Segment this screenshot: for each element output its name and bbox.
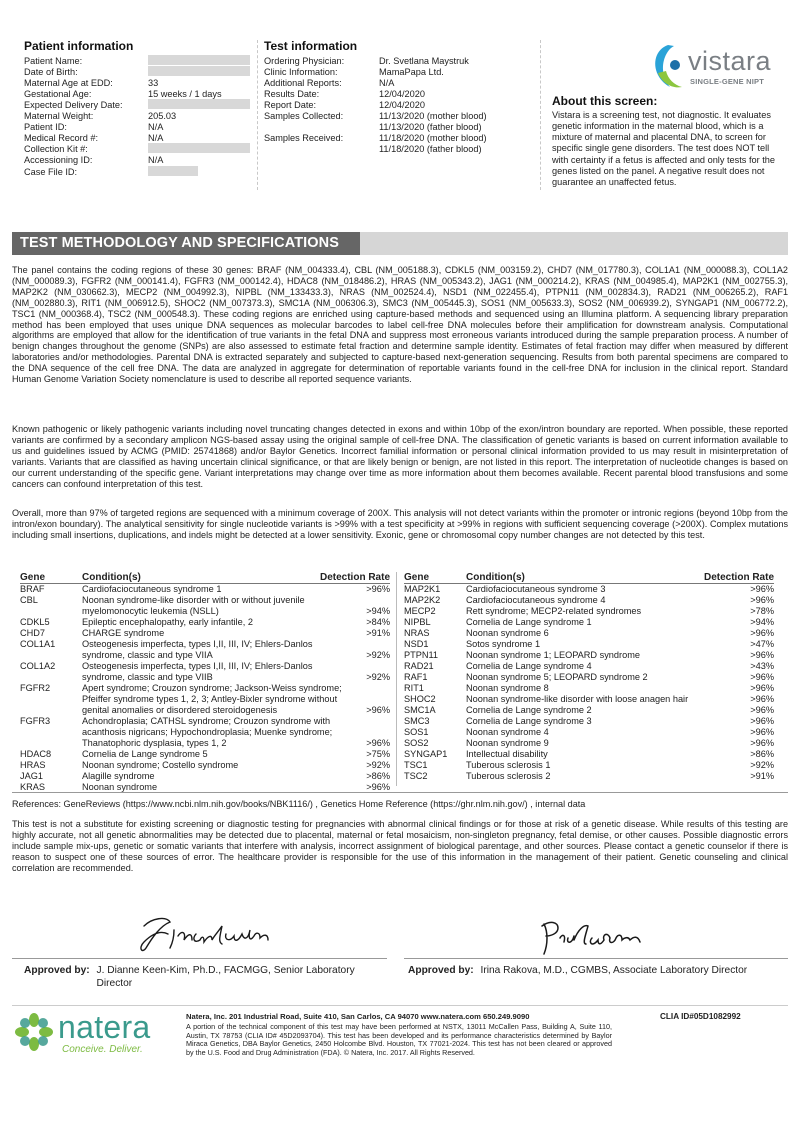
gene-condition: Cornelia de Lange syndrome 2	[466, 705, 592, 715]
gene-detection-rate: >92%	[750, 760, 774, 770]
patient-info-section	[24, 39, 254, 178]
gene-row	[404, 683, 774, 694]
test-label: Ordering Physician:	[264, 55, 345, 66]
natera-logo	[14, 1010, 176, 1058]
patient-value-redacted	[148, 166, 198, 179]
gene-detection-rate: >94%	[750, 617, 774, 627]
gene-detection-rate: >96%	[366, 705, 390, 715]
gene-name: RIT1	[404, 683, 424, 693]
gene-name: PTPN11	[404, 650, 439, 660]
patient-label: Case File ID:	[24, 166, 78, 177]
gene-condition: Noonan syndrome 5; LEOPARD syndrome 2	[466, 672, 648, 682]
header-gene: Gene	[404, 572, 430, 583]
gene-row	[404, 628, 774, 639]
gene-detection-rate: >86%	[750, 749, 774, 759]
gene-name: SOS1	[404, 727, 429, 737]
gene-row	[404, 595, 774, 606]
test-value: Dr. Svetlana Maystruk	[379, 55, 469, 66]
gene-row	[20, 749, 390, 760]
gene-row	[20, 617, 390, 628]
gene-condition: Cornelia de Lange syndrome 5	[82, 749, 208, 759]
gene-row	[404, 749, 774, 760]
gene-row	[404, 760, 774, 771]
signature-rakova	[536, 912, 646, 960]
test-row	[264, 133, 534, 144]
signature-rule-right	[404, 958, 788, 959]
patient-value: N/A	[148, 122, 164, 133]
gene-detection-rate: >94%	[366, 606, 390, 616]
gene-detection-rate: >96%	[750, 738, 774, 748]
gene-condition: Noonan syndrome 6	[466, 628, 549, 638]
gene-detection-rate: >96%	[366, 584, 390, 594]
gene-name: TSC1	[404, 760, 428, 770]
gene-row	[404, 694, 774, 705]
gene-detection-rate: >84%	[366, 617, 390, 627]
gene-condition: Rett syndrome; MECP2-related syndromes	[466, 606, 642, 616]
test-value: 11/13/2020 (mother blood)	[379, 111, 487, 122]
methodology-paragraph-2: Known pathogenic or likely pathogenic variants including novel truncating changes detected in exons and within 10bp of the exon/intron boundary are reported. When possible, these reported variants are confirmed by a secondary amplicon NGS-based assay using the original sample of cell-free DNA. The classification of genetic variants is based on current information available to us and guidelines issued by ACMG (PMID: 25741868) and/or Baylor Genetics. Incorrect familial information or personal clinical information provided to us may result in misinterpretation of variants. Variants that are classified as having uncertain clinical significance, or that are likely benign or benign, are not listed in this report. The interpretation of nucleotide changes is based on our current understanding of the specific gene. Variant interpretations may change over time as more information about them becomes available. Recent parental blood transfusions and some cancers can confound interpretation of this test.	[12, 424, 788, 489]
gene-row	[20, 661, 390, 683]
test-row	[264, 144, 534, 155]
patient-row	[24, 100, 254, 111]
gene-detection-rate: >78%	[750, 606, 774, 616]
header-condition: Condition(s)	[466, 572, 525, 583]
patient-info-rows	[24, 56, 254, 178]
test-row	[264, 78, 534, 89]
test-label: Clinic Information:	[264, 66, 338, 77]
approval-right	[408, 965, 788, 978]
gene-row	[404, 639, 774, 650]
gene-row	[404, 606, 774, 617]
gene-condition: Cardiofaciocutaneous syndrome 3	[466, 584, 606, 594]
gene-name: NRAS	[404, 628, 430, 638]
test-value: MamaPapa Ltd.	[379, 66, 444, 77]
gene-name: CDKL5	[20, 617, 50, 627]
test-value: 12/04/2020	[379, 99, 425, 110]
patient-label: Date of Birth:	[24, 66, 78, 77]
test-row	[264, 67, 534, 78]
test-value: 11/18/2020 (father blood)	[379, 144, 482, 155]
signature-keen-kim-icon	[130, 908, 280, 960]
footer-rule	[12, 1005, 788, 1006]
gene-detection-rate: >96%	[750, 595, 774, 605]
footer-text	[186, 1012, 612, 1058]
approval-label: Approved by:	[24, 965, 90, 976]
patient-label: Medical Record #:	[24, 133, 99, 144]
gene-condition: Noonan syndrome; Costello syndrome	[82, 760, 239, 770]
gene-row	[404, 584, 774, 595]
header-divider-1	[257, 40, 258, 190]
gene-detection-rate: >96%	[750, 672, 774, 682]
test-value: N/A	[379, 77, 395, 88]
gene-detection-rate: >96%	[750, 584, 774, 594]
gene-condition: Osteogenesis imperfecta, types I,II, III, IV; Ehlers-Danlos syndrome, classic and type VIIB	[82, 661, 313, 682]
gene-row	[20, 639, 390, 661]
test-value: 12/04/2020	[379, 88, 425, 99]
gene-detection-rate: >92%	[366, 760, 390, 770]
gene-name: MAP2K1	[404, 584, 441, 594]
references: References: GeneReviews (https://www.ncbi.nlm.nih.gov/books/NBK1116/) , Genetics Home Reference (https://ghr.nlm.nih.gov/) , internal data	[12, 799, 586, 809]
gene-name: SOS2	[404, 738, 429, 748]
test-info-title: Test information	[264, 39, 358, 53]
about-text: Vistara is a screening test, not diagnostic. It evaluates genetic information in the maternal blood, which is a mixture of maternal and placental DNA, to screen for specific single gene disorders. The test does NOT tell with certainty if a fetus is affected and only tests for the genes listed on the panel. A negative result does not guarantee an unaffected fetus.	[552, 109, 775, 187]
about-screen	[552, 94, 788, 188]
patient-value: N/A	[148, 133, 164, 144]
gene-name: CBL	[20, 595, 38, 605]
patient-value-redacted	[148, 66, 250, 79]
test-label: Results Date:	[264, 88, 320, 99]
gene-name: MAP2K2	[404, 595, 441, 605]
approval-text: J. Dianne Keen-Kim, Ph.D., FACMGG, Senior Laboratory Director	[96, 965, 355, 989]
gene-condition: Alagille syndrome	[82, 771, 155, 781]
gene-condition: Noonan syndrome 9	[466, 738, 549, 748]
gene-condition: Tuberous sclerosis 1	[466, 760, 551, 770]
test-value: 11/13/2020 (father blood)	[379, 122, 482, 133]
footer-fine-print: A portion of the technical component of this test may have been performed at NSTX, 13011 McCallen Pass, Building A, Suite 110, Austin, TX 78753 (CLIA ID# 45D2093704). This test has been developed and its performance characteristics determined by Baylor Miraca Genetics, DBA Baylor Genetics, 2450 Holcombe Blvd. Houston, TX 77021-2024. This test has not been cleared or approved by the U.S. Food and Drug Administration (FDA). © Natera, Inc. 2017. All Rights Reserved.	[186, 1022, 612, 1058]
approval-label: Approved by:	[408, 965, 474, 976]
gene-detection-rate: >96%	[750, 628, 774, 638]
patient-row	[24, 111, 254, 122]
gene-row	[20, 760, 390, 771]
gene-name: SYNGAP1	[404, 749, 448, 759]
gene-detection-rate: >43%	[750, 661, 774, 671]
gene-condition: Cornelia de Lange syndrome 3	[466, 716, 592, 726]
patient-label: Patient ID:	[24, 122, 67, 133]
gene-row	[404, 771, 774, 782]
gene-row	[20, 628, 390, 639]
test-row	[264, 89, 534, 100]
test-label: Samples Collected:	[264, 111, 344, 122]
gene-detection-rate: >96%	[750, 683, 774, 693]
header-divider-2	[540, 40, 541, 190]
gene-condition: Osteogenesis imperfecta, types I,II, III, IV; Ehlers-Danlos syndrome, classic and type VIIA	[82, 639, 313, 660]
patient-info-title: Patient information	[24, 39, 134, 53]
clia-id: CLIA ID#05D1082992	[660, 1012, 741, 1021]
gene-row	[404, 672, 774, 683]
gene-row	[404, 661, 774, 672]
gene-detection-rate: >96%	[750, 727, 774, 737]
gene-detection-rate: >96%	[750, 705, 774, 715]
gene-name: TSC2	[404, 771, 428, 781]
gene-detection-rate: >86%	[366, 771, 390, 781]
gene-row	[404, 617, 774, 628]
gene-row	[404, 738, 774, 749]
vistara-tagline: SINGLE-GENE NIPT	[690, 77, 765, 86]
gene-condition: Cornelia de Lange syndrome 4	[466, 661, 592, 671]
gene-name: JAG1	[20, 771, 43, 781]
gene-row	[20, 584, 390, 595]
gene-condition: Cornelia de Lange syndrome 1	[466, 617, 592, 627]
vistara-wordmark: vistara	[688, 46, 772, 76]
gene-rows-left	[20, 584, 390, 793]
test-label: Samples Received:	[264, 133, 344, 144]
patient-row	[24, 122, 254, 133]
methodology-title: TEST METHODOLOGY AND SPECIFICATIONS	[12, 232, 360, 255]
gene-table-right	[404, 572, 774, 782]
natera-tagline: Conceive. Deliver.	[62, 1044, 143, 1055]
gene-condition: Noonan syndrome	[82, 782, 158, 792]
patient-value: 33	[148, 77, 159, 88]
gene-detection-rate: >96%	[750, 650, 774, 660]
test-row	[264, 122, 534, 133]
patient-label: Maternal Weight:	[24, 111, 94, 122]
gene-condition: Noonan syndrome 1; LEOPARD syndrome	[466, 650, 640, 660]
gene-table-header-right	[404, 572, 774, 584]
footer-address: Natera, Inc. 201 Industrial Road, Suite 410, San Carlos, CA 94070 www.natera.com 650.249.9090	[186, 1012, 530, 1021]
methodology-paragraph-1: The panel contains the coding regions of these 30 genes: BRAF (NM_004333.4), CBL (NM_005188.3), CDKL5 (NM_003159.2), CHD7 (NM_017780.3), COL1A1 (NM_000088.3), COL1A2 (NM_000089.3), FGFR2 (NM_000141.4), FGFR3 (NM_000142.4), HDAC8 (NM_018486.2), HRAS (NM_005343.2), JAG1 (NM_000214.2), KRAS (NM_004985.4), MAP2K1 (NM_002755.3), MAP2K2 (NM_030662.3), MECP2 (NM_004992.3), NIPBL (NM_133433.3), NRAS (NM_002524.4), NSD1 (NM_022455.4), PTPN11 (NM_002834.3), RAD21 (NM_006265.2), RAF1 (NM_002880.3), RIT1 (NM_006912.5), SHOC2 (NM_007373.3), SMC1A (NM_006306.3), SMC3 (NM_005445.3), SOS1 (NM_005633.3), SOS2 (NM_006939.2), SYNGAP1 (NM_006772.2), TSC1 (NM_000368.4), TSC2 (NM_000548.3). These coding regions are enriched using capture-based methods and sequenced using an Illumina platform. A sequencing library preparation method has been employed that uses unique DNA sequences as molecular barcodes to label cell-free DNA molecules before their amplification for downstream analysis. Computational algorithms are employed that allow for the identification of true variants in the fetal DNA and suppress most erroneous variants introduced during the sample preparation process. A number of benign changes throughout the genome (SNPs) are also assessed to estimate fetal fraction and determine sample identity. Estimates of fetal fraction may differ when measured by different laboratories and/or methodologies. Parental DNA is extracted separately and subjected to capture-based next-generation sequencing. Results from both parental specimens are compared to the DNA sequence of the cell free DNA. The data are analyzed in aggregate for determination of reportable variants found in the cell-free DNA for inclusion in the clinical report. Standard Human Genome Variation Society nomenclature is used to describe all reported sequence variants.	[12, 265, 788, 385]
gene-condition: Noonan syndrome-like disorder with loose anagen hair	[466, 694, 689, 704]
gene-condition: Tuberous sclerosis 2	[466, 771, 551, 781]
gene-detection-rate: >92%	[366, 672, 390, 682]
gene-name: FGFR3	[20, 716, 51, 726]
vistara-logo	[648, 43, 788, 91]
patient-row	[24, 144, 254, 155]
header-rate: Detection Rate	[319, 572, 390, 583]
gene-table-divider	[396, 572, 397, 786]
gene-name: HRAS	[20, 760, 46, 770]
patient-row	[24, 155, 254, 166]
gene-name: RAD21	[404, 661, 434, 671]
patient-value: 15 weeks / 1 days	[148, 88, 222, 99]
gene-condition: Apert syndrome; Crouzon syndrome; Jackson-Weiss syndrome; Pfeiffer syndrome types 1, 2, 3; Antley-Bixler syndrome without genital anomalies or disordered steroidogenesis	[82, 683, 342, 715]
gene-detection-rate: >92%	[366, 650, 390, 660]
gene-name: NSD1	[404, 639, 429, 649]
gene-name: SMC1A	[404, 705, 436, 715]
gene-condition: Intellectual disability	[466, 749, 548, 759]
gene-row	[404, 716, 774, 727]
patient-row	[24, 78, 254, 89]
gene-name: RAF1	[404, 672, 428, 682]
gene-name: COL1A1	[20, 639, 56, 649]
test-row	[264, 56, 534, 67]
redacted-block	[148, 143, 250, 153]
patient-value: 205.03	[148, 111, 177, 122]
about-title: About this screen:	[552, 94, 658, 108]
gene-row	[404, 727, 774, 738]
gene-name: NIPBL	[404, 617, 431, 627]
signature-rule-left	[12, 958, 387, 959]
gene-condition: Achondroplasia; CATHSL syndrome; Crouzon syndrome with acanthosis nigricans; Hypochondroplasia; Muenke syndrome; Thanatophoric dysplasia, types 1, 2	[82, 716, 333, 748]
test-info-section	[264, 39, 534, 155]
gene-detection-rate: >91%	[366, 628, 390, 638]
table-bottom-rule	[12, 792, 788, 793]
gene-condition: Cardiofaciocutaneous syndrome 4	[466, 595, 606, 605]
gene-name: CHD7	[20, 628, 46, 638]
gene-detection-rate: >91%	[750, 771, 774, 781]
redacted-block	[148, 55, 250, 65]
signature-rakova-icon	[536, 912, 646, 960]
gene-row	[20, 683, 390, 716]
patient-label: Gestational Age:	[24, 88, 92, 99]
patient-label: Expected Delivery Date:	[24, 99, 123, 110]
patient-label: Patient Name:	[24, 55, 83, 66]
redacted-block	[148, 166, 198, 176]
gene-name: MECP2	[404, 606, 436, 616]
gene-condition: Noonan syndrome 4	[466, 727, 549, 737]
gene-name: FGFR2	[20, 683, 51, 693]
test-label: Report Date:	[264, 99, 317, 110]
disclaimer: This test is not a substitute for existing screening or diagnostic testing for pregnancies with abnormal clinical findings or for those at risk of a genetic disease. While results of this testing are highly accurate, not all genetic abnormalities may be detected due to placental, maternal or fetal mosaicism, non-singleton pregnancy, fetal demise, or other causes. Possible diagnostic errors include sample mix-ups, genetic or somatic variants that interfere with analysis, incorrect assignment of biological parentage, and other sources. Please contact a genetic counselor if there is reason to suspect one of these sources of error. The healthcare provider is responsible for the use of this information in the management of their patient. Genetic counseling and clinical correlation are recommended.	[12, 819, 788, 873]
approval-left	[24, 965, 384, 990]
patient-row	[24, 67, 254, 78]
redacted-block	[148, 99, 250, 109]
patient-row	[24, 167, 254, 178]
natera-wordmark: natera	[58, 1009, 151, 1045]
gene-name: COL1A2	[20, 661, 56, 671]
patient-label: Accessioning ID:	[24, 155, 93, 166]
gene-condition: Noonan syndrome-like disorder with or without juvenile myelomonocytic leukemia (NSLL)	[82, 595, 305, 616]
header-condition: Condition(s)	[82, 572, 141, 583]
test-row	[264, 100, 534, 111]
gene-condition: Epileptic encephalopathy, early infantile, 2	[82, 617, 253, 627]
gene-name: SHOC2	[404, 694, 436, 704]
gene-condition: Sotos syndrome 1	[466, 639, 541, 649]
gene-rows-right	[404, 584, 774, 782]
gene-detection-rate: >75%	[366, 749, 390, 759]
gene-table-left	[20, 572, 390, 793]
test-row	[264, 111, 534, 122]
redacted-block	[148, 66, 250, 76]
gene-detection-rate: >96%	[366, 782, 390, 792]
natera-flower-icon	[14, 1012, 54, 1052]
gene-condition: CHARGE syndrome	[82, 628, 165, 638]
gene-name: SMC3	[404, 716, 430, 726]
gene-row	[404, 650, 774, 661]
header-gene: Gene	[20, 572, 46, 583]
gene-detection-rate: >47%	[750, 639, 774, 649]
gene-name: KRAS	[20, 782, 46, 792]
patient-value: N/A	[148, 155, 164, 166]
gene-row	[20, 595, 390, 617]
methodology-band	[12, 232, 788, 255]
gene-detection-rate: >96%	[366, 738, 390, 748]
header-rate: Detection Rate	[703, 572, 774, 583]
signature-keen-kim	[130, 908, 280, 960]
patient-label: Maternal Age at EDD:	[24, 77, 113, 88]
gene-name: BRAF	[20, 584, 45, 594]
gene-row	[404, 705, 774, 716]
methodology-paragraph-3: Overall, more than 97% of targeted regions are sequenced with a minimum coverage of 200X. This analysis will not detect variants within the promoter or intronic regions (beyond 10bp from the intron/exon boundary). The analytical sensitivity for single nucleotide variants is >99% with a test specificity at >99% in regions with sufficient sequencing coverage (>200X). Complex mutations including small insertions, duplications, and indels might be detected at a lower sensitivity. Exonic, gene or chromosomal copy number changes are not detected by this test.	[12, 508, 788, 540]
gene-detection-rate: >96%	[750, 716, 774, 726]
test-label: Additional Reports:	[264, 77, 342, 88]
gene-condition: Noonan syndrome 8	[466, 683, 549, 693]
gene-detection-rate: >96%	[750, 694, 774, 704]
patient-label: Collection Kit #:	[24, 144, 88, 155]
test-info-rows	[264, 56, 534, 156]
gene-name: HDAC8	[20, 749, 52, 759]
gene-row	[20, 771, 390, 782]
gene-condition: Cardiofaciocutaneous syndrome 1	[82, 584, 222, 594]
gene-table-header-left	[20, 572, 390, 584]
approval-text: Irina Rakova, M.D., CGMBS, Associate Laboratory Director	[480, 965, 748, 976]
gene-row	[20, 716, 390, 749]
test-value: 11/18/2020 (mother blood)	[379, 133, 487, 144]
